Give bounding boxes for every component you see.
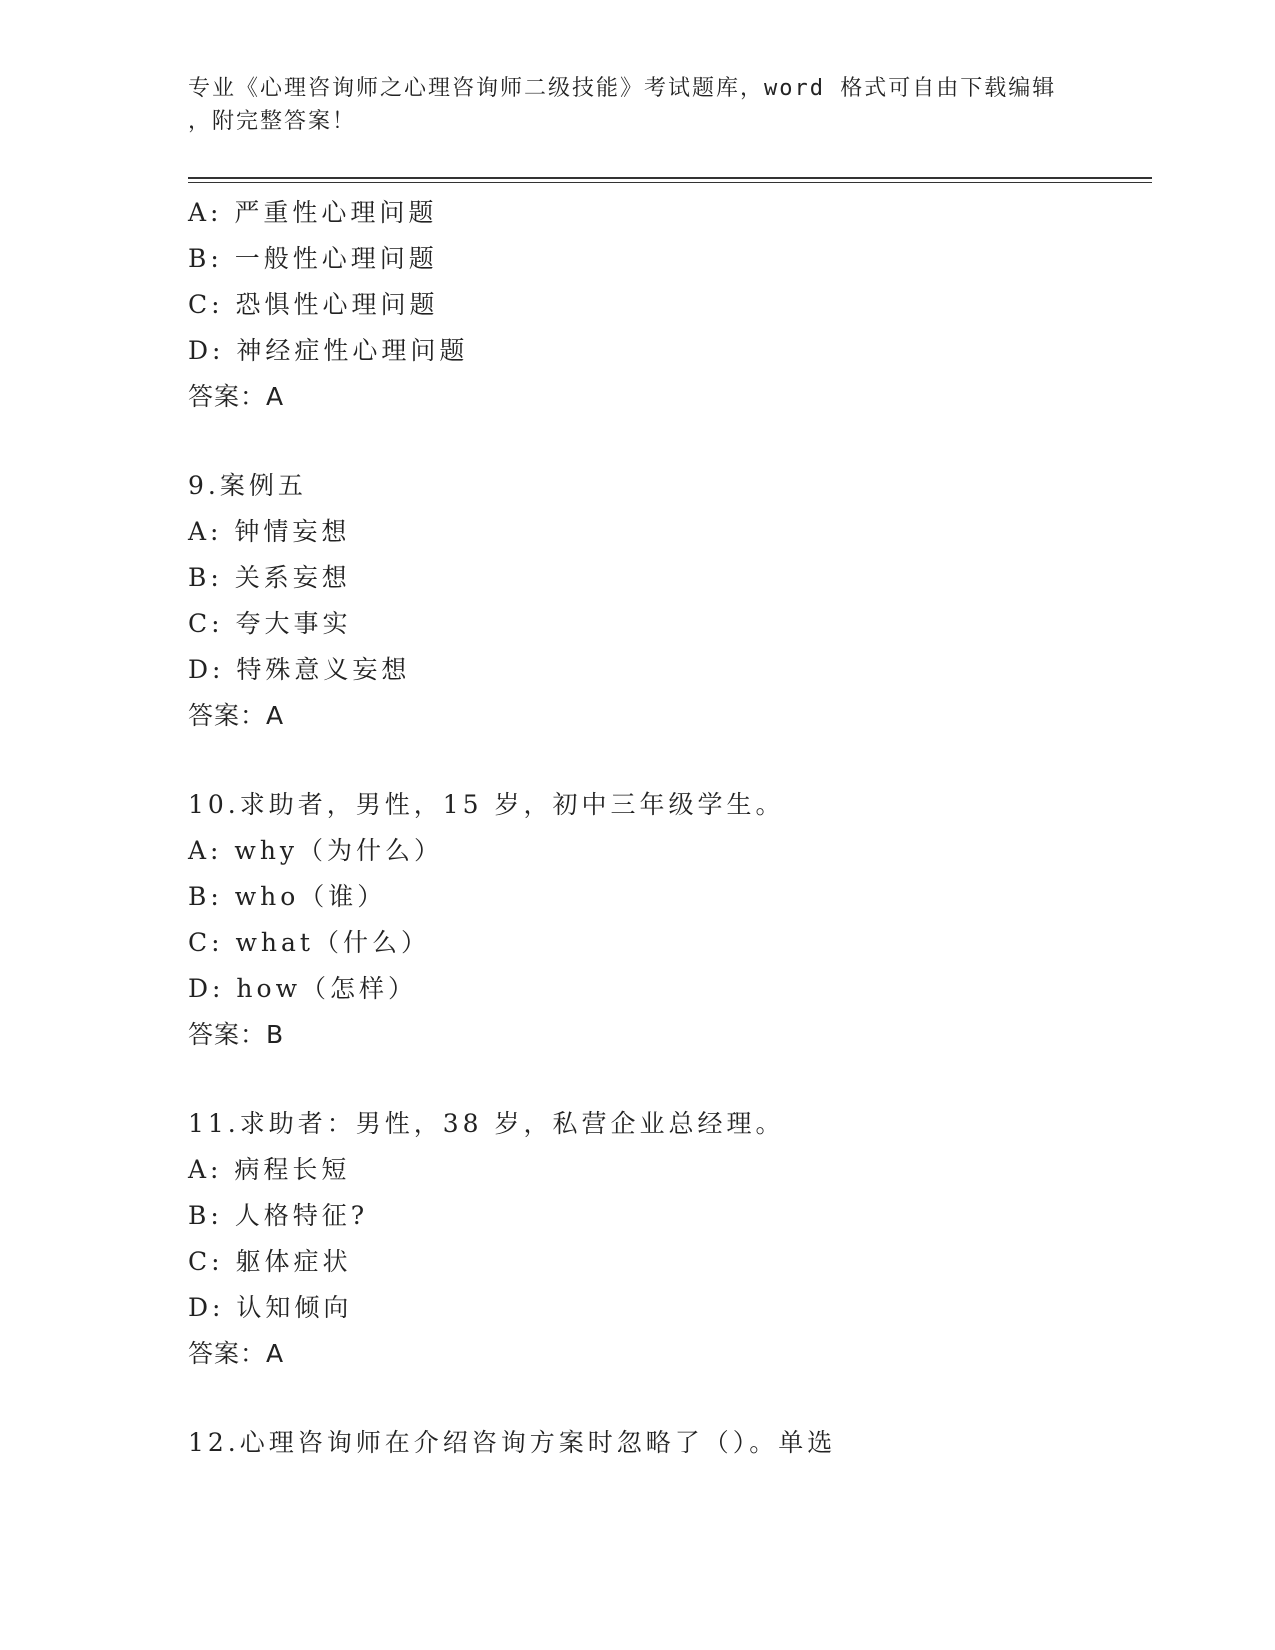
question-block-12 [188,1420,1148,1466]
header-line-1: 专业《心理咨询师之心理咨询师二级技能》考试题库，word 格式可自由下载编辑 [188,76,1057,101]
option-c: C: 夸大事实 [188,609,352,638]
question-block-8 [188,190,1148,420]
document-header [188,72,1088,138]
option-d: D: 特殊意义妄想 [188,655,411,684]
question-block-9 [188,463,1148,739]
header-divider-thick [188,177,1152,179]
answer-line: 答案：A [188,701,285,730]
question-block-11 [188,1101,1148,1377]
question-list [188,190,1148,1466]
option-c: C: what（什么） [188,928,430,957]
option-b: B: who（谁） [188,882,387,911]
option-d: D: how（怎样） [188,974,417,1003]
header-line-2: ，附完整答案！ [188,109,357,134]
option-d: D: 神经症性心理问题 [188,336,469,365]
option-a: A: 严重性心理问题 [188,198,438,227]
question-title: 10.求助者，男性，15 岁，初中三年级学生。 [188,790,785,819]
question-title: 11.求助者：男性，38 岁，私营企业总经理。 [188,1109,785,1138]
question-title: 9.案例五 [188,471,307,500]
answer-line: 答案：A [188,1339,285,1368]
option-b: B: 一般性心理问题 [188,244,438,273]
question-title: 12.心理咨询师在介绍咨询方案时忽略了（）。单选 [188,1428,837,1457]
option-b: B: 关系妄想 [188,563,351,592]
option-a: A: 钟情妄想 [188,517,351,546]
header-divider-thin [188,182,1152,183]
option-b: B: 人格特征? [188,1201,369,1230]
answer-line: 答案：B [188,1020,285,1049]
option-d: D: 认知倾向 [188,1293,353,1322]
option-c: C: 躯体症状 [188,1247,352,1276]
question-block-10 [188,782,1148,1058]
answer-line: 答案：A [188,382,285,411]
option-a: A: 病程长短 [188,1155,351,1184]
option-a: A: why（为什么） [188,836,444,865]
option-c: C: 恐惧性心理问题 [188,290,439,319]
